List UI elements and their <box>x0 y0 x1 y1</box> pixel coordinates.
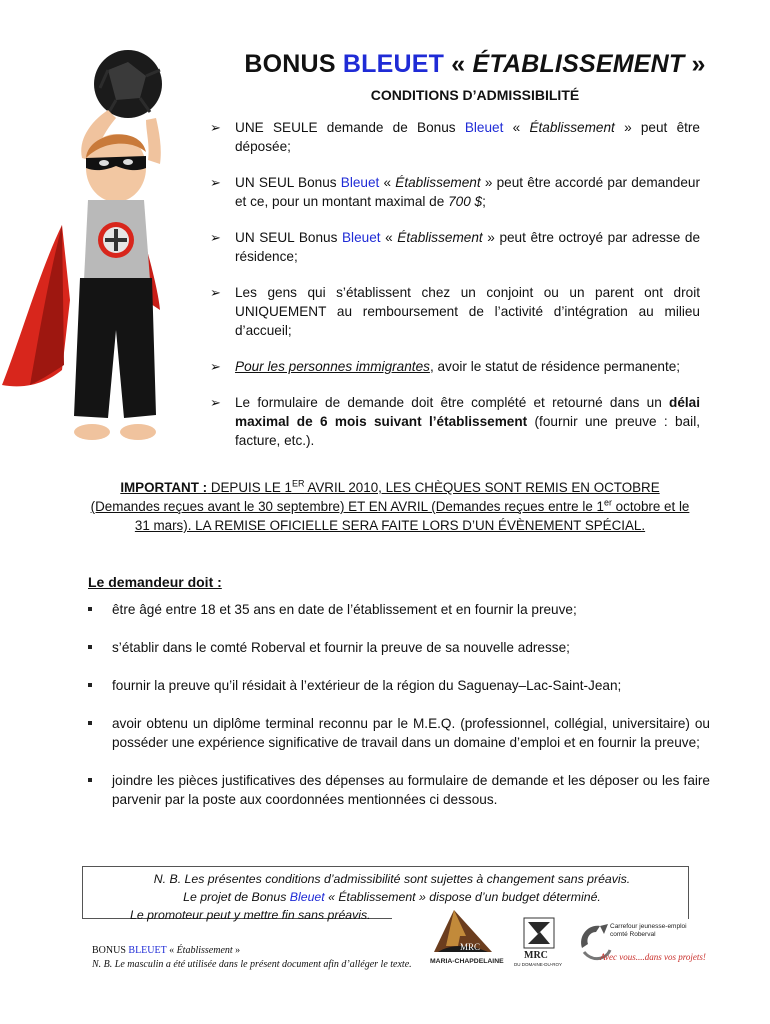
carrefour-jeunesse-emploi-logo <box>574 918 706 968</box>
footer-note: N. B. Le masculin a été utilisée dans le présent document afin d’alléger le texte. <box>92 959 412 970</box>
arrow-bullet-icon: ➢ <box>210 285 221 300</box>
page-title: BONUS BLEUET « ÉTABLISSEMENT » <box>244 50 706 78</box>
arrow-bullet-icon: ➢ <box>210 230 221 245</box>
square-bullet-icon <box>88 721 92 725</box>
mrc1-name: MRC <box>460 942 481 952</box>
note-line-3: Le promoteur peut y mettre fin sans préavis. <box>130 908 371 922</box>
condition-item: ➢ UNE SEULE demande de Bonus Bleuet « Établissement » peut être déposée; <box>210 120 700 154</box>
footer-title: BONUS BLEUET « Établissement » <box>92 945 241 956</box>
mrc-domaine-du-roy-logo <box>514 916 566 968</box>
cje-line1: Carrefour jeunesse-emploi <box>610 923 687 930</box>
requirement-item: être âgé entre 18 et 35 ans en date de l’établissement et en fournir la preuve; <box>88 600 710 619</box>
mrc-maria-chapdelaine-logo <box>430 908 508 966</box>
important-notice: IMPORTANT : DEPUIS LE 1ER AVRIL 2010, LES CHÈQUES SONT REMIS EN OCTOBRE (Demandes reçues avant le 30 septembre) ET EN AVRIL (Demandes reçues entre le 1er octobre et le 31 mars). LA REMISE OFICIELLE SERA FAITE LORS D’UN ÉVÈNEMENT SPÉCIAL. <box>90 478 690 533</box>
requirement-item: s’établir dans le comté Roberval et fournir la preuve de sa nouvelle adresse; <box>88 638 710 657</box>
square-bullet-icon <box>88 683 92 687</box>
mrc2-sub: DU DOMAINE-DU-ROY <box>514 962 562 967</box>
arrow-bullet-icon: ➢ <box>210 175 221 190</box>
condition-item: ➢ Les gens qui s’établissent chez un conjoint ou un parent ont droit UNIQUEMENT au remboursement de l’activité d’intégration au milieu d’accueil; <box>210 285 700 338</box>
black-pants <box>74 278 156 418</box>
superhero-child-illustration <box>0 40 200 460</box>
condition-item: ➢ UN SEUL Bonus Bleuet « Établissement » peut être octroyé par adresse de résidence; <box>210 230 701 264</box>
mrc2-name: MRC <box>524 950 548 961</box>
note-line-2: Le projet de Bonus Bleuet « Établissement » dispose d’un budget déterminé. <box>183 890 601 904</box>
condition-item: ➢ Pour les personnes immigrantes, avoir le statut de résidence permanente; <box>210 359 681 374</box>
requirement-item: fournir la preuve qu’il résidait à l’extérieur de la région du Saguenay–Lac-Saint-Jean; <box>88 676 710 695</box>
note-box-text <box>82 870 702 924</box>
square-bullet-icon <box>88 778 92 782</box>
conditions-list <box>210 118 700 467</box>
square-bullet-icon <box>88 645 92 649</box>
arrow-bullet-icon: ➢ <box>210 359 221 374</box>
cje-line2: comté Roberval <box>610 931 656 938</box>
condition-item: ➢ Le formulaire de demande doit être complété et retourné dans un délai maximal de 6 mois suivant l’établissement (fournir une preuve : bail, facture, etc.). <box>210 395 700 448</box>
condition-item: ➢ UN SEUL Bonus Bleuet « Établissement » peut être accordé par demandeur et ce, pour un montant maximal de 700 $; <box>210 175 701 209</box>
footer <box>92 944 412 972</box>
cje-slogan: Avec vous....dans vos projets! <box>600 952 706 962</box>
square-bullet-icon <box>88 607 92 611</box>
arrow-bullet-icon: ➢ <box>210 120 221 135</box>
page-subtitle: CONDITIONS D’ADMISSIBILITÉ <box>370 87 580 103</box>
requirement-item: joindre les pièces justificatives des dépenses au formulaire de demande et les déposer ou les faire parvenir par la poste aux coordonnées mentionnées ci dessous. <box>88 771 710 809</box>
requirements-heading: Le demandeur doit : <box>88 574 222 590</box>
mrc1-sub: MARIA-CHAPDELAINE <box>430 958 504 965</box>
requirements-list <box>88 600 710 828</box>
requirement-item: avoir obtenu un diplôme terminal reconnu par le M.E.Q. (professionnel, collégial, universitaire) ou posséder une expérience significative de travail dans un domaine d’emploi et en fournir la preuve; <box>88 714 710 752</box>
note-line-1: N. B. Les présentes conditions d’admissibilité sont sujettes à changement sans préavis. <box>153 872 631 886</box>
arrow-bullet-icon: ➢ <box>210 395 221 410</box>
